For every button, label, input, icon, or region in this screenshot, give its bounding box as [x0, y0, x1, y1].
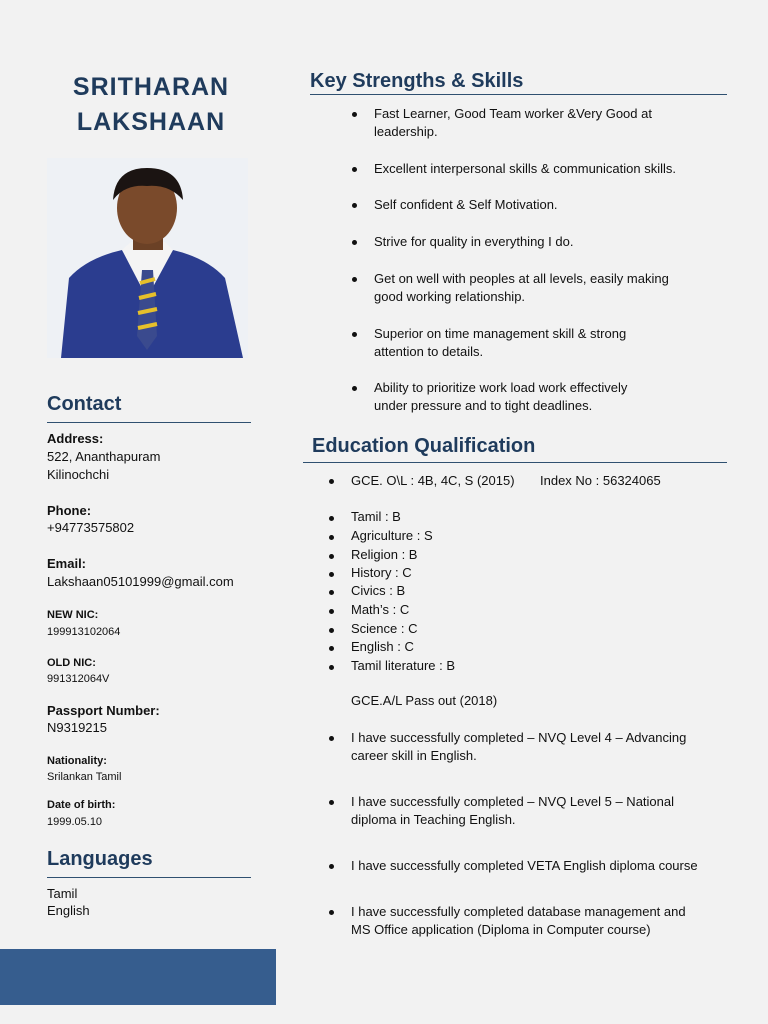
skills-heading: Key Strengths & Skills: [310, 70, 727, 95]
language-item: Tamil: [47, 886, 78, 901]
language-item: English: [47, 903, 90, 918]
subject-item: Religion : B: [351, 547, 418, 562]
skill-item: Ability to prioritize work load work effectively under pressure and to tight deadlines.: [374, 380, 628, 413]
passport-value: N9319215: [47, 720, 107, 735]
passport-label: Passport Number:: [47, 703, 160, 718]
course-item: I have successfully completed database management and MS Office application (Diploma in Computer course): [351, 904, 686, 937]
course-item: I have successfully completed – NVQ Level 4 – Advancing career skill in English.: [351, 730, 687, 763]
phone-label: Phone:: [47, 503, 92, 518]
portrait-illustration: [47, 158, 248, 358]
bullet: [352, 167, 357, 172]
ol-result: GCE. O\L : 4B, 4C, S (2015): [351, 473, 515, 488]
phone-value: +94773575802: [47, 520, 135, 535]
profile-photo: [47, 158, 248, 358]
bullet: [329, 535, 334, 540]
bullet: [352, 112, 357, 117]
skill-item: Self confident & Self Motivation.: [374, 197, 558, 212]
education-heading: Education Qualification: [303, 435, 727, 463]
email-value: Lakshaan05101999@gmail.com: [47, 574, 234, 589]
bullet: [352, 240, 357, 245]
address-line-2: Kilinochchi: [47, 467, 110, 482]
skill-item: Superior on time management skill & strong attention to details.: [374, 326, 627, 359]
dob-value: 1999.05.10: [47, 816, 103, 828]
first-name: SRITHARAN: [72, 73, 230, 101]
contact-heading: Contact: [47, 393, 251, 423]
candidate-name: [40, 70, 262, 140]
bullet: [329, 516, 334, 521]
skill-item: Fast Learner, Good Team worker &Very Good at leadership.: [374, 106, 652, 139]
index-number: Index No : 56324065: [540, 473, 661, 488]
subject-item: Agriculture : S: [351, 528, 433, 543]
nationality-value: Srilankan Tamil: [47, 771, 122, 783]
bullet: [352, 277, 357, 282]
skill-item: Get on well with peoples at all levels, easily making good working relationship.: [374, 271, 669, 304]
bullet: [329, 665, 334, 670]
subject-item: English : C: [351, 639, 414, 654]
bullet: [329, 646, 334, 651]
address-label: Address:: [47, 431, 104, 446]
last-name: LAKSHAAN: [76, 108, 226, 136]
new-nic-value: 199913102064: [47, 626, 121, 638]
address-line-1: 522, Ananthapuram: [47, 449, 161, 464]
dob-label: Date of birth:: [47, 799, 116, 811]
bullet: [329, 572, 334, 577]
subject-item: Science : C: [351, 621, 418, 636]
old-nic-value: 991312064V: [47, 673, 110, 685]
bullet: [329, 910, 334, 915]
new-nic-label: NEW NIC:: [47, 609, 99, 621]
nationality-label: Nationality:: [47, 755, 107, 767]
bullet: [329, 736, 334, 741]
accent-bar: [0, 949, 276, 1005]
old-nic-label: OLD NIC:: [47, 657, 96, 669]
subject-item: Civics : B: [351, 583, 406, 598]
al-result: GCE.A/L Pass out (2018): [351, 693, 498, 708]
bullet: [352, 203, 357, 208]
subject-item: Tamil : B: [351, 509, 401, 524]
bullet: [329, 800, 334, 805]
email-label: Email:: [47, 556, 87, 571]
course-item: I have successfully completed – NVQ Level 5 – National diploma in Teaching English.: [351, 794, 675, 827]
bullet: [329, 479, 334, 484]
course-item: I have successfully completed VETA English diploma course: [351, 858, 698, 873]
bullet: [329, 864, 334, 869]
bullet: [352, 386, 357, 391]
bullet: [329, 554, 334, 559]
bullet: [329, 609, 334, 614]
bullet: [329, 628, 334, 633]
bullet: [329, 590, 334, 595]
skill-item: Excellent interpersonal skills & communication skills.: [374, 161, 677, 176]
bullet: [352, 332, 357, 337]
languages-heading: Languages: [47, 848, 251, 878]
subject-item: Tamil literature : B: [351, 658, 456, 673]
subject-item: History : C: [351, 565, 412, 580]
subject-item: Math’s : C: [351, 602, 410, 617]
skill-item: Strive for quality in everything I do.: [374, 234, 574, 249]
